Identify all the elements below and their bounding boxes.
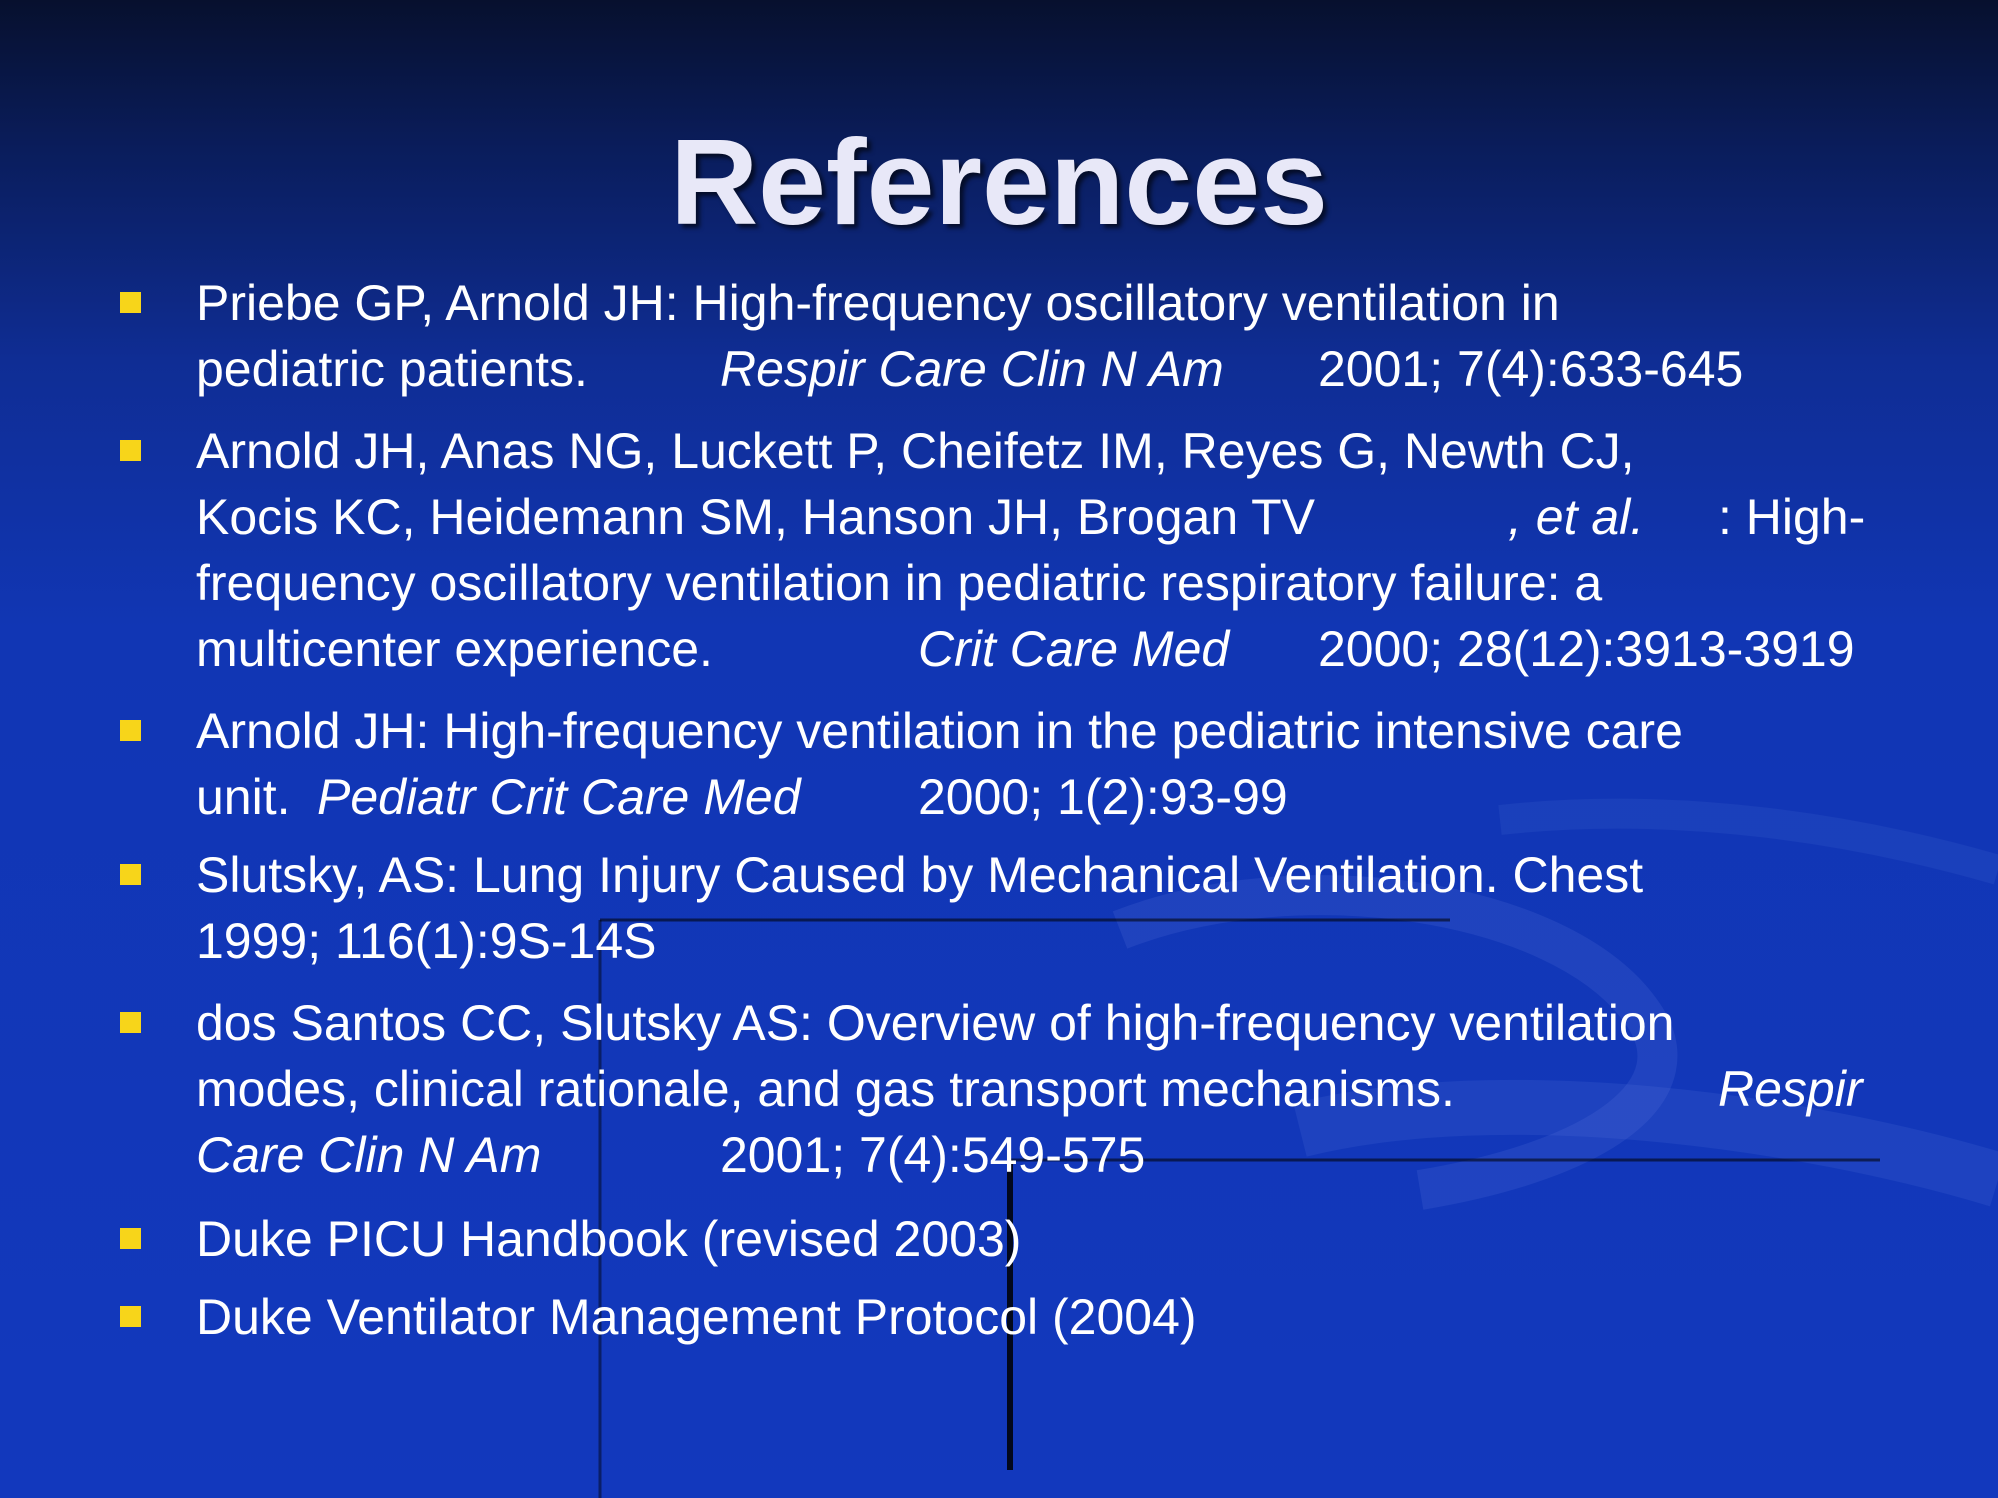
reference-text bbox=[196, 990, 1946, 1188]
reference-segment: 2001; 7(4):633-645 bbox=[1318, 341, 1744, 397]
square-bullet-icon bbox=[120, 720, 141, 741]
reference-segment: 2000; 28(12):3913-3919 bbox=[1318, 621, 1855, 677]
reference-segment: : High- bbox=[1718, 489, 1866, 545]
reference-line bbox=[196, 1284, 1946, 1350]
reference-segment: multicenter experience. bbox=[196, 621, 713, 677]
reference-segment: Duke Ventilator Management Protocol (2004) bbox=[196, 1289, 1197, 1345]
square-bullet-icon bbox=[120, 1306, 141, 1327]
reference-line bbox=[196, 550, 1946, 616]
journal-name: Crit Care Med bbox=[918, 621, 1230, 677]
reference-segment: dos Santos CC, Slutsky AS: Overview of high-frequency ventilation bbox=[196, 995, 1675, 1051]
reference-segment: modes, clinical rationale, and gas transport mechanisms. bbox=[196, 1061, 1455, 1117]
reference-line bbox=[196, 336, 1946, 402]
journal-name: Respir Care Clin N Am bbox=[720, 341, 1224, 397]
reference-line bbox=[196, 698, 1946, 764]
reference-text bbox=[196, 270, 1946, 402]
reference-segment: 2000; 1(2):93-99 bbox=[918, 769, 1288, 825]
reference-segment: pediatric patients. bbox=[196, 341, 588, 397]
reference-segment: Arnold JH: High-frequency ventilation in the pediatric intensive care bbox=[196, 703, 1683, 759]
reference-line bbox=[196, 418, 1946, 484]
reference-line bbox=[196, 908, 1946, 974]
journal-name: Respir bbox=[1718, 1061, 1863, 1117]
reference-line bbox=[196, 1056, 1946, 1122]
reference-line bbox=[196, 1206, 1946, 1272]
slide-title: References bbox=[670, 114, 1328, 250]
reference-line bbox=[196, 1122, 1946, 1188]
journal-name: Care Clin N Am bbox=[196, 1127, 542, 1183]
square-bullet-icon bbox=[120, 440, 141, 461]
reference-text bbox=[196, 1284, 1946, 1350]
reference-text bbox=[196, 418, 1946, 682]
reference-line bbox=[196, 484, 1946, 550]
reference-line bbox=[196, 764, 1946, 830]
square-bullet-icon bbox=[120, 864, 141, 885]
reference-line bbox=[196, 616, 1946, 682]
reference-segment: Duke PICU Handbook (revised 2003) bbox=[196, 1211, 1022, 1267]
reference-segment: Slutsky, AS: Lung Injury Caused by Mechanical Ventilation. Chest bbox=[196, 847, 1644, 903]
reference-text bbox=[196, 1206, 1946, 1272]
reference-segment: 1999; 116(1):9S-14S bbox=[196, 913, 657, 969]
journal-name: , et al. bbox=[1508, 489, 1645, 545]
reference-line bbox=[196, 270, 1946, 336]
square-bullet-icon bbox=[120, 1228, 141, 1249]
reference-segment: Priebe GP, Arnold JH: High-frequency oscillatory ventilation in bbox=[196, 275, 1560, 331]
reference-line bbox=[196, 990, 1946, 1056]
reference-line bbox=[196, 842, 1946, 908]
reference-segment: Kocis KC, Heidemann SM, Hanson JH, Brogan TV bbox=[196, 489, 1316, 545]
reference-text bbox=[196, 698, 1946, 830]
reference-text bbox=[196, 842, 1946, 974]
journal-name: Pediatr Crit Care Med bbox=[317, 769, 801, 825]
square-bullet-icon bbox=[120, 292, 141, 313]
reference-segment: unit. bbox=[196, 769, 291, 825]
reference-segment: 2001; 7(4):549-575 bbox=[720, 1127, 1146, 1183]
square-bullet-icon bbox=[120, 1012, 141, 1033]
reference-segment: frequency oscillatory ventilation in pediatric respiratory failure: a bbox=[196, 555, 1603, 611]
reference-segment: Arnold JH, Anas NG, Luckett P, Cheifetz IM, Reyes G, Newth CJ, bbox=[196, 423, 1635, 479]
